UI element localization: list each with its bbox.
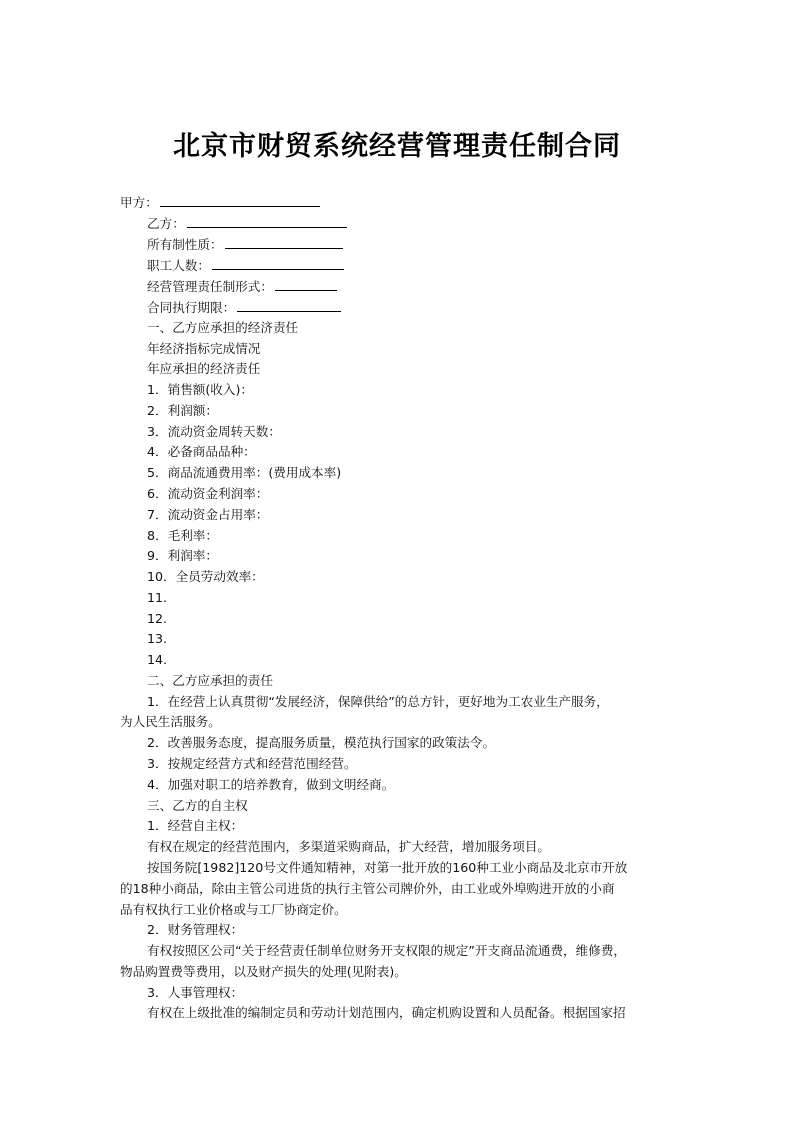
field-label: 甲方：: [120, 195, 158, 210]
field-ownership: [147, 237, 343, 253]
field-staff-count: [147, 258, 344, 274]
subsection-heading: 1．经营自主权：: [147, 818, 244, 833]
fill-blank-line: [275, 279, 337, 291]
list-item: 8．毛利率：: [147, 528, 218, 543]
field-label: 乙方：: [147, 216, 185, 231]
list-item: 7．流动资金占用率：: [147, 507, 269, 522]
field-label: 职工人数：: [147, 258, 210, 273]
paragraph-line: 1．在经营上认真贯彻“发展经济，保障供给”的总方针，更好地为工农业生产服务，: [147, 694, 609, 709]
list-item: 2．利润额：: [147, 403, 218, 418]
list-item: 6．流动资金利润率：: [147, 486, 269, 501]
fill-blank-line: [187, 216, 347, 228]
field-party-a: [120, 195, 320, 211]
paragraph-line: 为人民生活服务。: [120, 714, 221, 729]
list-item: 11.: [147, 590, 168, 605]
fill-blank-line: [237, 300, 341, 312]
list-item: 10．全员劳动效率：: [147, 569, 264, 584]
section-heading: 一、乙方应承担的经济责任: [147, 320, 299, 335]
paragraph-line: 有权按照区公司“关于经营责任制单位财务开支权限的规定”开支商品流通费，维修费，: [147, 943, 627, 958]
section-heading: 二、乙方应承担的责任: [147, 673, 273, 688]
paragraph-line: 2．改善服务态度，提高服务质量，模范执行国家的政策法令。: [147, 735, 496, 750]
paragraph-line: 按国务院[1982]120号文件通知精神，对第一批开放的160种工业小商品及北京市开放: [147, 860, 628, 875]
paragraph-line: 的18种小商品，除由主管公司进货的执行主管公司牌价外，由工业或外埠购进开放的小商: [120, 881, 615, 896]
fill-blank-line: [212, 258, 344, 270]
paragraph-line: 3．按规定经营方式和经营范围经营。: [147, 756, 357, 771]
list-item: 14.: [147, 652, 168, 667]
list-item: 13.: [147, 631, 168, 646]
paragraph-line: 年应承担的经济责任: [147, 361, 261, 376]
fill-blank-line: [160, 195, 320, 207]
paragraph-line: 品有权执行工业价格或与工厂协商定价。: [120, 902, 347, 917]
field-label: 所有制性质：: [147, 237, 223, 252]
list-item: 5．商品流通费用率：(费用成本率): [147, 465, 342, 480]
list-item: 3．流动资金周转天数：: [147, 424, 281, 439]
list-item: 9．利润率：: [147, 548, 218, 563]
paragraph-line: 有权在规定的经营范围内，多渠道采购商品，扩大经营，增加服务项目。: [147, 839, 550, 854]
paragraph-line: 物品购置费等费用，以及财产损失的处理(见附表)。: [120, 964, 407, 979]
subsection-heading: 2．财务管理权：: [147, 922, 244, 937]
list-item: 1．销售额(收入)：: [147, 382, 253, 397]
paragraph-line: 4．加强对职工的培养教育，做到文明经商。: [147, 777, 395, 792]
section-heading: 三、乙方的自主权: [147, 798, 248, 813]
field-label: 经营管理责任制形式：: [147, 279, 273, 294]
field-contract-term: [147, 300, 341, 316]
field-responsibility-form: [147, 279, 337, 295]
list-item: 12.: [147, 611, 168, 626]
paragraph-line: 年经济指标完成情况: [147, 341, 261, 356]
field-label: 合同执行期限：: [147, 300, 236, 315]
subsection-heading: 3．人事管理权：: [147, 985, 244, 1000]
field-party-b: [147, 216, 347, 232]
paragraph-line: 有权在上级批准的编制定员和劳动计划范围内，确定机购设置和人员配备。根据国家招: [147, 1005, 626, 1020]
document-title: 北京市财贸系统经营管理责任制合同: [173, 131, 621, 162]
fill-blank-line: [225, 237, 343, 249]
list-item: 4．必备商品品种：: [147, 444, 256, 459]
